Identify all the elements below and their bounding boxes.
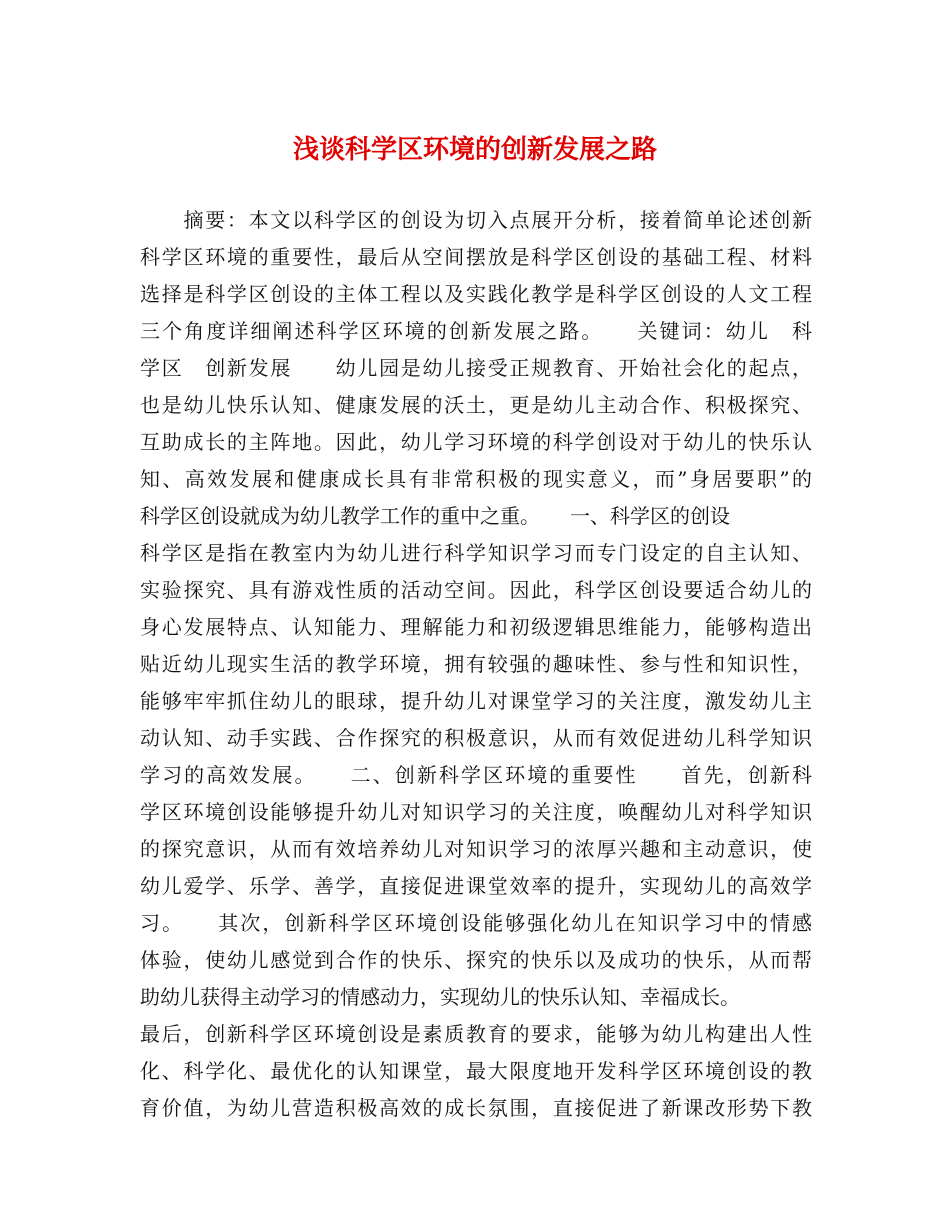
body-line: 三个角度详细阐述科学区环境的创新发展之路。 关键词：幼儿 科 (140, 319, 812, 343)
body-line: 互助成长的主阵地。因此，幼儿学习环境的科学创设对于幼儿的快乐认 (140, 430, 812, 454)
body-line: 也是幼儿快乐认知、健康发展的沃土，更是幼儿主动合作、积极探究、 (140, 393, 812, 417)
body-line: 学习的高效发展。 二、创新科学区环境的重要性 首先，创新科 (140, 763, 812, 787)
document-title: 浅谈科学区环境的创新发展之路 (292, 135, 657, 165)
body-line: 科学区是指在教室内为幼儿进行科学知识学习而专门设定的自主认知、 (140, 541, 812, 565)
body-line: 能够牢牢抓住幼儿的眼球，提升幼儿对课堂学习的关注度，激发幼儿主 (140, 689, 812, 713)
body-line: 助幼儿获得主动学习的情感动力，实现幼儿的快乐认知、幸福成长。 (140, 985, 740, 1009)
body-line: 学区环境创设能够提升幼儿对知识学习的关注度，唤醒幼儿对科学知识 (140, 800, 812, 824)
body-line: 动认知、动手实践、合作探究的积极意识，从而有效促进幼儿科学知识 (140, 726, 812, 750)
body-line: 选择是科学区创设的主体工程以及实践化教学是科学区创设的人文工程 (140, 282, 812, 306)
body-line: 科学区环境的重要性，最后从空间摆放是科学区创设的基础工程、材料 (140, 245, 812, 269)
body-line: 化、科学化、最优化的认知课堂，最大限度地开发科学区环境创设的教 (140, 1059, 812, 1083)
body-line: 贴近幼儿现实生活的教学环境，拥有较强的趣味性、参与性和知识性， (140, 652, 812, 676)
body-line: 的探究意识，从而有效培养幼儿对知识学习的浓厚兴趣和主动意识，使 (140, 837, 812, 861)
body-line: 科学区创设就成为幼儿教学工作的重中之重。 一、科学区的创设 (140, 504, 730, 528)
body-line: 最后，创新科学区环境创设是素质教育的要求，能够为幼儿构建出人性 (140, 1022, 812, 1046)
body-line: 体验，使幼儿感觉到合作的快乐、探究的快乐以及成功的快乐，从而帮 (140, 948, 812, 972)
body-line: 实验探究、具有游戏性质的活动空间。因此，科学区创设要适合幼儿的 (140, 578, 812, 602)
body-line: 习。 其次，创新科学区环境创设能够强化幼儿在知识学习中的情感 (140, 911, 812, 935)
body-line: 幼儿爱学、乐学、善学，直接促进课堂效率的提升，实现幼儿的高效学 (140, 874, 812, 898)
body-line: 学区 创新发展 幼儿园是幼儿接受正规教育、开始社会化的起点， (140, 356, 812, 380)
body-line: 育价值，为幼儿营造积极高效的成长氛围，直接促进了新课改形势下教 (140, 1096, 812, 1120)
body-line: 摘要：本文以科学区的创设为切入点展开分析，接着简单论述创新 (140, 208, 812, 232)
body-line: 知、高效发展和健康成长具有非常积极的现实意义，而”身居要职”的 (140, 467, 812, 491)
document-body (140, 202, 812, 1127)
body-line: 身心发展特点、认知能力、理解能力和初级逻辑思维能力，能够构造出 (140, 615, 812, 639)
